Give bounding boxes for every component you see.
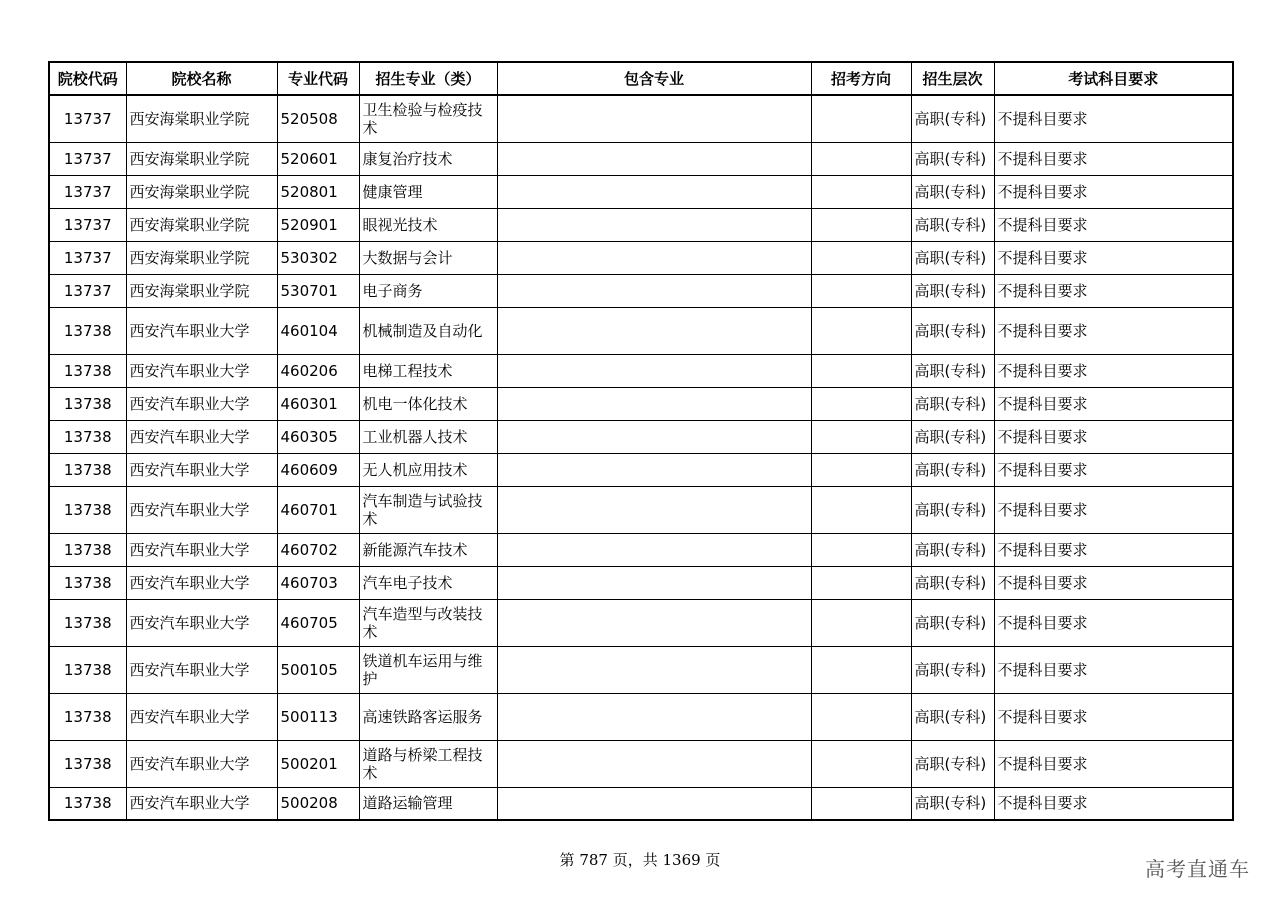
- cell-major: 康复治疗技术: [359, 142, 497, 175]
- cell-school-name: 西安汽车职业大学: [126, 453, 277, 486]
- cell-major-code: 520901: [277, 208, 359, 241]
- cell-requirement: 不提科目要求: [994, 142, 1233, 175]
- cell-includes: [497, 599, 811, 646]
- cell-major: 汽车电子技术: [359, 566, 497, 599]
- cell-direction: [811, 354, 911, 387]
- cell-direction: [811, 274, 911, 307]
- table-row: [49, 142, 1233, 175]
- table-row: [49, 599, 1233, 646]
- cell-major-code: 500113: [277, 693, 359, 740]
- cell-school-name: 西安海棠职业学院: [126, 274, 277, 307]
- cell-major-code: 460705: [277, 599, 359, 646]
- cell-includes: [497, 387, 811, 420]
- cell-requirement: 不提科目要求: [994, 208, 1233, 241]
- cell-includes: [497, 274, 811, 307]
- cell-school-code: 13738: [49, 740, 126, 787]
- cell-includes: [497, 241, 811, 274]
- cell-major-code: 460701: [277, 486, 359, 533]
- cell-major-code: 520801: [277, 175, 359, 208]
- cell-major: 道路与桥梁工程技术: [359, 740, 497, 787]
- cell-major: 机电一体化技术: [359, 387, 497, 420]
- table-row: [49, 566, 1233, 599]
- page-footer: 第 787 页，共 1369 页: [559, 851, 721, 869]
- table-row: [49, 787, 1233, 820]
- table-row: [49, 274, 1233, 307]
- cell-requirement: 不提科目要求: [994, 740, 1233, 787]
- cell-direction: [811, 175, 911, 208]
- table-row: [49, 453, 1233, 486]
- cell-major: 眼视光技术: [359, 208, 497, 241]
- cell-school-name: 西安汽车职业大学: [126, 387, 277, 420]
- cell-major: 道路运输管理: [359, 787, 497, 820]
- cell-includes: [497, 95, 811, 142]
- cell-includes: [497, 486, 811, 533]
- watermark-text: 高考直通车: [1145, 857, 1250, 881]
- cell-school-code: 13738: [49, 599, 126, 646]
- cell-direction: [811, 693, 911, 740]
- cell-major-code: 460206: [277, 354, 359, 387]
- cell-school-code: 13737: [49, 175, 126, 208]
- cell-school-code: 13737: [49, 142, 126, 175]
- cell-school-code: 13738: [49, 566, 126, 599]
- cell-major-code: 460305: [277, 420, 359, 453]
- table-row: [49, 486, 1233, 533]
- cell-direction: [811, 566, 911, 599]
- cell-includes: [497, 740, 811, 787]
- cell-requirement: 不提科目要求: [994, 95, 1233, 142]
- cell-school-code: 13738: [49, 420, 126, 453]
- table-row: [49, 387, 1233, 420]
- cell-direction: [811, 387, 911, 420]
- cell-school-code: 13738: [49, 533, 126, 566]
- cell-level: 高职(专科): [911, 274, 994, 307]
- cell-direction: [811, 307, 911, 354]
- cell-school-name: 西安汽车职业大学: [126, 740, 277, 787]
- table-body: [49, 95, 1233, 820]
- header-requirement: 考试科目要求: [994, 62, 1233, 95]
- cell-level: 高职(专科): [911, 241, 994, 274]
- cell-level: 高职(专科): [911, 95, 994, 142]
- cell-school-name: 西安汽车职业大学: [126, 787, 277, 820]
- cell-direction: [811, 486, 911, 533]
- cell-school-name: 西安海棠职业学院: [126, 142, 277, 175]
- cell-requirement: 不提科目要求: [994, 274, 1233, 307]
- cell-level: 高职(专科): [911, 693, 994, 740]
- cell-school-name: 西安海棠职业学院: [126, 95, 277, 142]
- cell-includes: [497, 208, 811, 241]
- cell-major-code: 460301: [277, 387, 359, 420]
- table-row: [49, 241, 1233, 274]
- cell-includes: [497, 354, 811, 387]
- cell-requirement: 不提科目要求: [994, 420, 1233, 453]
- table-row: [49, 95, 1233, 142]
- cell-school-code: 13738: [49, 354, 126, 387]
- cell-direction: [811, 646, 911, 693]
- cell-school-name: 西安汽车职业大学: [126, 486, 277, 533]
- cell-school-code: 13738: [49, 646, 126, 693]
- cell-requirement: 不提科目要求: [994, 307, 1233, 354]
- table-row: [49, 354, 1233, 387]
- cell-major: 电梯工程技术: [359, 354, 497, 387]
- cell-major-code: 460702: [277, 533, 359, 566]
- cell-major: 无人机应用技术: [359, 453, 497, 486]
- table-header-row: [49, 62, 1233, 95]
- header-school-code: 院校代码: [49, 62, 126, 95]
- cell-direction: [811, 241, 911, 274]
- cell-includes: [497, 533, 811, 566]
- table-row: [49, 740, 1233, 787]
- cell-school-code: 13738: [49, 693, 126, 740]
- cell-major: 电子商务: [359, 274, 497, 307]
- cell-requirement: 不提科目要求: [994, 354, 1233, 387]
- cell-school-name: 西安汽车职业大学: [126, 420, 277, 453]
- cell-major-code: 530701: [277, 274, 359, 307]
- cell-major: 健康管理: [359, 175, 497, 208]
- cell-major: 卫生检验与检疫技术: [359, 95, 497, 142]
- header-includes: 包含专业: [497, 62, 811, 95]
- cell-level: 高职(专科): [911, 420, 994, 453]
- cell-major: 机械制造及自动化: [359, 307, 497, 354]
- cell-includes: [497, 453, 811, 486]
- cell-major-code: 520601: [277, 142, 359, 175]
- cell-level: 高职(专科): [911, 175, 994, 208]
- cell-level: 高职(专科): [911, 599, 994, 646]
- header-major: 招生专业（类）: [359, 62, 497, 95]
- cell-major-code: 460703: [277, 566, 359, 599]
- cell-school-code: 13738: [49, 787, 126, 820]
- cell-requirement: 不提科目要求: [994, 241, 1233, 274]
- cell-school-name: 西安汽车职业大学: [126, 307, 277, 354]
- cell-school-code: 13738: [49, 453, 126, 486]
- header-school-name: 院校名称: [126, 62, 277, 95]
- table-row: [49, 208, 1233, 241]
- cell-school-name: 西安汽车职业大学: [126, 646, 277, 693]
- cell-level: 高职(专科): [911, 533, 994, 566]
- cell-major-code: 500201: [277, 740, 359, 787]
- cell-level: 高职(专科): [911, 142, 994, 175]
- cell-level: 高职(专科): [911, 387, 994, 420]
- cell-requirement: 不提科目要求: [994, 693, 1233, 740]
- cell-level: 高职(专科): [911, 787, 994, 820]
- cell-requirement: 不提科目要求: [994, 787, 1233, 820]
- cell-direction: [811, 420, 911, 453]
- cell-major: 工业机器人技术: [359, 420, 497, 453]
- table-row: [49, 533, 1233, 566]
- cell-major: 汽车造型与改装技术: [359, 599, 497, 646]
- cell-school-name: 西安汽车职业大学: [126, 566, 277, 599]
- header-major-code: 专业代码: [277, 62, 359, 95]
- header-direction: 招考方向: [811, 62, 911, 95]
- cell-level: 高职(专科): [911, 646, 994, 693]
- cell-school-code: 13737: [49, 241, 126, 274]
- cell-school-code: 13738: [49, 387, 126, 420]
- header-level: 招生层次: [911, 62, 994, 95]
- table-row: [49, 307, 1233, 354]
- cell-includes: [497, 787, 811, 820]
- cell-major: 汽车制造与试验技术: [359, 486, 497, 533]
- cell-includes: [497, 142, 811, 175]
- cell-major: 新能源汽车技术: [359, 533, 497, 566]
- cell-school-name: 西安汽车职业大学: [126, 354, 277, 387]
- table-row: [49, 646, 1233, 693]
- cell-school-name: 西安海棠职业学院: [126, 175, 277, 208]
- cell-major-code: 500208: [277, 787, 359, 820]
- cell-requirement: 不提科目要求: [994, 175, 1233, 208]
- cell-level: 高职(专科): [911, 740, 994, 787]
- cell-level: 高职(专科): [911, 453, 994, 486]
- cell-level: 高职(专科): [911, 354, 994, 387]
- table-row: [49, 175, 1233, 208]
- cell-requirement: 不提科目要求: [994, 646, 1233, 693]
- cell-includes: [497, 307, 811, 354]
- cell-level: 高职(专科): [911, 566, 994, 599]
- cell-includes: [497, 693, 811, 740]
- cell-level: 高职(专科): [911, 208, 994, 241]
- cell-school-name: 西安海棠职业学院: [126, 241, 277, 274]
- cell-direction: [811, 142, 911, 175]
- cell-requirement: 不提科目要求: [994, 599, 1233, 646]
- cell-school-name: 西安汽车职业大学: [126, 693, 277, 740]
- cell-includes: [497, 566, 811, 599]
- cell-school-code: 13738: [49, 486, 126, 533]
- cell-direction: [811, 208, 911, 241]
- cell-level: 高职(专科): [911, 307, 994, 354]
- cell-includes: [497, 175, 811, 208]
- table-row: [49, 693, 1233, 740]
- cell-requirement: 不提科目要求: [994, 533, 1233, 566]
- cell-direction: [811, 533, 911, 566]
- cell-major-code: 460104: [277, 307, 359, 354]
- enrollment-table: [48, 61, 1234, 821]
- cell-requirement: 不提科目要求: [994, 387, 1233, 420]
- cell-school-code: 13738: [49, 307, 126, 354]
- cell-direction: [811, 599, 911, 646]
- cell-major-code: 460609: [277, 453, 359, 486]
- cell-major: 高速铁路客运服务: [359, 693, 497, 740]
- cell-school-code: 13737: [49, 95, 126, 142]
- cell-direction: [811, 453, 911, 486]
- table-row: [49, 420, 1233, 453]
- cell-includes: [497, 646, 811, 693]
- cell-school-name: 西安汽车职业大学: [126, 533, 277, 566]
- cell-level: 高职(专科): [911, 486, 994, 533]
- cell-major-code: 520508: [277, 95, 359, 142]
- cell-direction: [811, 787, 911, 820]
- cell-requirement: 不提科目要求: [994, 453, 1233, 486]
- cell-major: 铁道机车运用与维护: [359, 646, 497, 693]
- cell-requirement: 不提科目要求: [994, 486, 1233, 533]
- cell-requirement: 不提科目要求: [994, 566, 1233, 599]
- cell-direction: [811, 95, 911, 142]
- cell-includes: [497, 420, 811, 453]
- cell-school-code: 13737: [49, 274, 126, 307]
- cell-school-code: 13737: [49, 208, 126, 241]
- cell-school-name: 西安海棠职业学院: [126, 208, 277, 241]
- cell-major-code: 500105: [277, 646, 359, 693]
- cell-major: 大数据与会计: [359, 241, 497, 274]
- cell-direction: [811, 740, 911, 787]
- cell-school-name: 西安汽车职业大学: [126, 599, 277, 646]
- cell-major-code: 530302: [277, 241, 359, 274]
